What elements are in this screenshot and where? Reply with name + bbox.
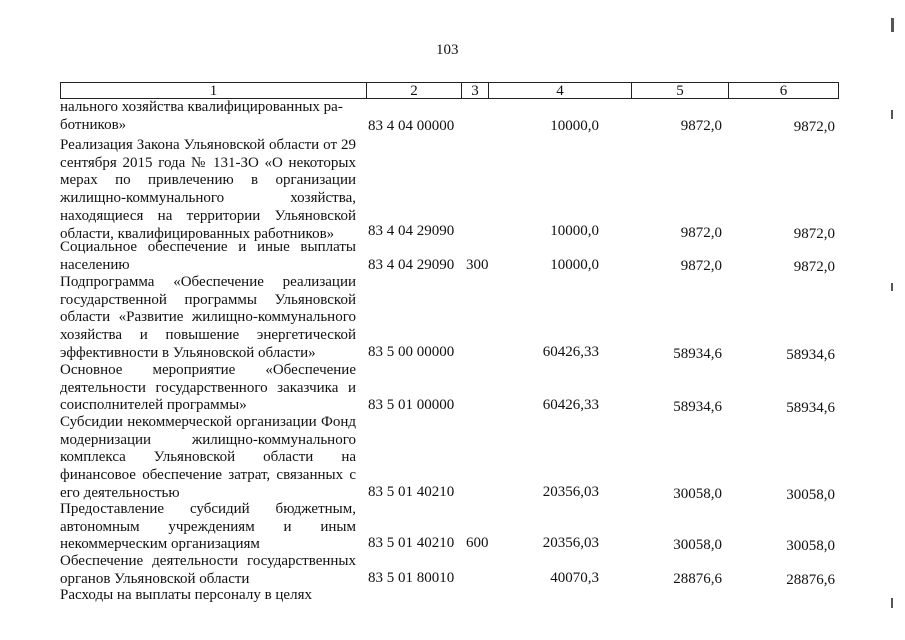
scan-mark (891, 110, 893, 119)
row-code: 83 5 01 40210 (368, 535, 455, 551)
scan-mark (891, 18, 894, 32)
row-value-col4: 20356,03 (542, 535, 599, 551)
row-value-col6: 9872,0 (793, 259, 835, 275)
row-value-col5: 9872,0 (680, 225, 722, 241)
header-col-5: 5 (631, 83, 728, 98)
row-description: Подпрограмма «Обеспечение реализации государственной программы Ульяновской области «Развитие жилищно-коммунального хозяйства и повышение энергетической эффективности в Ульяновской области» (60, 274, 356, 361)
row-value-col6: 58934,6 (786, 347, 835, 363)
row-value-col6: 9872,0 (793, 226, 835, 242)
row-expense-type: 600 (466, 535, 489, 551)
row-expense-type: 300 (466, 257, 489, 273)
row-value-col5: 30058,0 (673, 537, 722, 553)
row-value-col6: 9872,0 (793, 119, 835, 135)
row-value-col4: 60426,33 (542, 397, 599, 413)
row-code: 83 5 00 00000 (368, 344, 455, 360)
row-description: Обеспечение деятельности государственных органов Ульяновской области (60, 553, 356, 587)
row-description: Основное мероприятие «Обеспечение деятельности государственного заказчика и соисполнителей программы» (60, 362, 356, 414)
row-value-col6: 58934,6 (786, 400, 835, 416)
row-value-col4: 40070,3 (550, 570, 599, 586)
row-code: 83 4 04 00000 (368, 118, 455, 134)
row-value-col6: 30058,0 (786, 487, 835, 503)
header-col-2: 2 (366, 83, 461, 98)
row-value-col4: 20356,03 (542, 484, 599, 500)
row-value-col5: 30058,0 (673, 486, 722, 502)
row-value-col4: 60426,33 (542, 344, 599, 360)
row-value-col6: 30058,0 (786, 538, 835, 554)
row-value-col4: 10000,0 (550, 118, 599, 134)
scan-mark (891, 598, 893, 608)
row-code: 83 5 01 40210 (368, 484, 455, 500)
row-value-col4: 10000,0 (550, 223, 599, 239)
row-value-col6: 28876,6 (786, 572, 835, 588)
table-header (60, 82, 839, 99)
row-description: нального хозяйства квалифицированных ра- ботников» (60, 99, 343, 133)
row-description: Реализация Закона Ульяновской области от 29 сентября 2015 года № 131-ЗО «О некоторых мерах по привлечению в организации жилищно-коммунального хозяйства, находящиеся на территории Ульяновской области, квалифицированных работников» (60, 137, 356, 242)
row-value-col5: 58934,6 (673, 399, 722, 415)
row-description: Расходы на выплаты персоналу в целях (60, 587, 312, 603)
row-value-col5: 9872,0 (680, 258, 722, 274)
row-code: 83 5 01 00000 (368, 397, 455, 413)
row-value-col5: 58934,6 (673, 346, 722, 362)
row-description: Социальное обеспечение и иные выплаты населению (60, 239, 356, 273)
page-number: 103 (436, 42, 459, 58)
row-value-col5: 9872,0 (680, 118, 722, 134)
row-code: 83 5 01 80010 (368, 570, 455, 586)
row-description: Субсидии некоммерческой организации Фонд модернизации жилищно-коммунального комплекса Ульяновской области на финансовое обеспечение затрат, связанных с его деятельностью (60, 414, 356, 501)
header-col-4: 4 (488, 83, 631, 98)
row-value-col5: 28876,6 (673, 571, 722, 587)
row-code: 83 4 04 29090 (368, 257, 455, 273)
row-value-col4: 10000,0 (550, 257, 599, 273)
header-col-3: 3 (461, 83, 488, 98)
scan-mark (891, 283, 893, 291)
header-col-6: 6 (728, 83, 838, 98)
row-code: 83 4 04 29090 (368, 223, 455, 239)
row-description: Предоставление субсидий бюджетным, автономным учреждениям и иным некоммерческим организациям (60, 501, 356, 553)
header-col-1: 1 (209, 83, 218, 99)
